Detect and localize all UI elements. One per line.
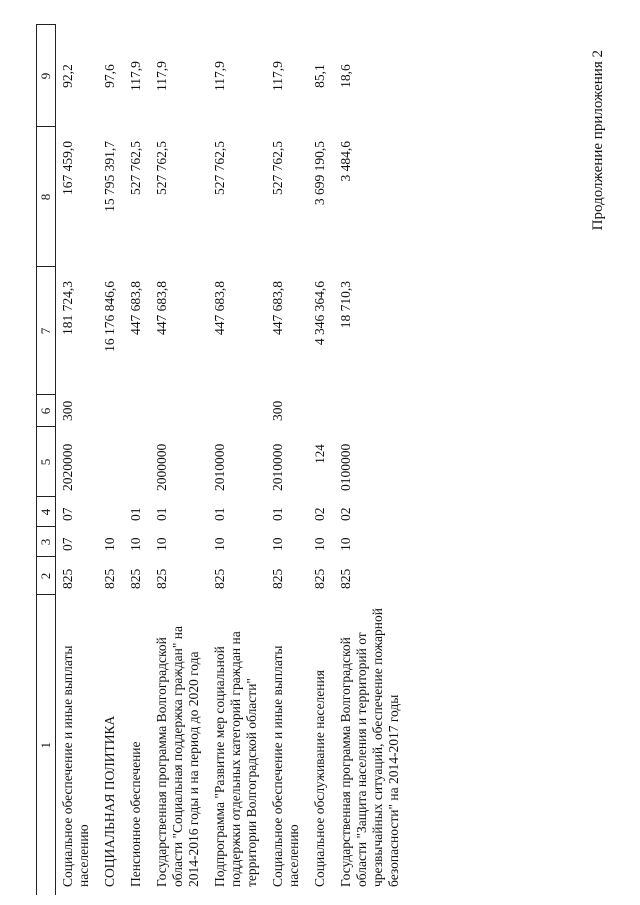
percent-cell: 117,9 — [212, 61, 227, 91]
column-header: 7 — [37, 267, 56, 395]
actual-amount: 167 459,0 — [60, 141, 75, 195]
row-name: СОЦИАЛЬНАЯ ПОЛИТИКА — [102, 715, 117, 887]
column-header: 9 — [37, 25, 56, 127]
code-cell: 02 — [338, 507, 353, 521]
plan-amount: 447 683,8 — [154, 281, 169, 335]
plan-amount: 447 683,8 — [128, 281, 143, 335]
column-header: 4 — [37, 497, 56, 527]
code-cell: 825 — [154, 568, 169, 589]
budget-table — [36, 25, 408, 896]
actual-amount: 527 762,5 — [270, 141, 285, 195]
column-header: 3 — [37, 527, 56, 557]
percent-cell: 117,9 — [128, 61, 143, 91]
row-name: Государственная программа Волгоградской области "Социальная поддержка граждан" на 2014-2016 годы и на период до 2020 года — [154, 626, 201, 887]
code-cell: 825 — [338, 568, 353, 589]
code-cell: 01 — [128, 507, 143, 521]
code-cell — [334, 395, 408, 427]
code-cell: 0100000 — [338, 443, 353, 491]
code-cell — [308, 395, 334, 427]
actual-amount: 527 762,5 — [154, 141, 169, 195]
code-cell: 2010000 — [270, 443, 285, 491]
row-name: Подпрограмма "Развитие мер социальной поддержки отдельных категорий граждан на территории Волгоградской области" — [212, 631, 259, 887]
code-cell: 825 — [270, 568, 285, 589]
code-cell: 825 — [60, 568, 75, 589]
appendix-note: Продолжение приложения 2 — [590, 50, 606, 231]
row-name: Государственная программа Волгоградской области "Защита населения и территорий от чрезвычайных ситуаций, обеспечение пожарной безопасности" на 2014-2017 годы — [338, 608, 401, 887]
code-cell: 825 — [312, 568, 327, 589]
code-cell: 825 — [102, 568, 117, 589]
column-header: 5 — [37, 427, 56, 497]
actual-amount: 527 762,5 — [212, 141, 227, 195]
table-row — [124, 25, 150, 895]
table-row — [334, 25, 408, 895]
code-cell: 2000000 — [154, 443, 169, 491]
code-cell: 01 — [212, 507, 227, 521]
code-cell — [98, 395, 124, 427]
page-number: 124 — [312, 444, 327, 464]
code-cell — [208, 395, 266, 427]
column-header: 1 — [37, 595, 56, 895]
row-name: Социальное обеспечение и иные выплаты населению — [60, 645, 91, 887]
code-cell: 01 — [154, 507, 169, 521]
plan-amount: 4 346 364,6 — [312, 281, 327, 346]
code-cell: 01 — [270, 507, 285, 521]
column-header: 8 — [37, 127, 56, 267]
table-row — [308, 25, 334, 895]
percent-cell: 117,9 — [270, 61, 285, 91]
code-cell — [124, 395, 150, 427]
code-cell: 02 — [312, 507, 327, 521]
code-cell — [308, 427, 334, 497]
code-cell: 825 — [212, 568, 227, 589]
plan-amount: 181 724,3 — [60, 281, 75, 335]
code-cell: 10 — [338, 537, 353, 551]
plan-amount: 447 683,8 — [270, 281, 285, 335]
actual-amount: 3 484,6 — [338, 141, 353, 182]
column-header: 6 — [37, 395, 56, 427]
table-row — [98, 25, 124, 895]
code-cell: 2010000 — [212, 443, 227, 491]
row-name: Социальное обеспечение и иные выплаты населению — [270, 645, 301, 887]
table-header-row — [37, 25, 56, 895]
code-cell: 825 — [128, 568, 143, 589]
code-cell: 07 — [60, 507, 75, 521]
code-cell: 10 — [102, 537, 117, 551]
code-cell: 2020000 — [60, 443, 75, 491]
table-row — [56, 25, 99, 895]
code-cell: 10 — [154, 537, 169, 551]
code-cell — [98, 497, 124, 527]
code-cell: 07 — [60, 537, 75, 551]
code-cell: 300 — [60, 400, 75, 421]
code-cell — [98, 427, 124, 497]
code-cell: 10 — [212, 537, 227, 551]
column-header: 2 — [37, 557, 56, 595]
percent-cell: 85,1 — [312, 64, 327, 88]
percent-cell: 97,6 — [102, 64, 117, 88]
percent-cell: 18,6 — [338, 64, 353, 88]
percent-cell: 117,9 — [154, 61, 169, 91]
actual-amount: 15 795 391,7 — [102, 141, 117, 212]
actual-amount: 527 762,5 — [128, 141, 143, 195]
plan-amount: 447 683,8 — [212, 281, 227, 335]
code-cell — [150, 395, 208, 427]
row-name: Пенсионное обеспечение — [128, 741, 143, 887]
actual-amount: 3 699 190,5 — [312, 141, 327, 206]
plan-amount: 16 176 846,6 — [102, 281, 117, 352]
code-cell: 10 — [312, 537, 327, 551]
row-name: Социальное обслуживание населения — [312, 670, 327, 887]
table-row — [150, 25, 208, 895]
plan-amount: 18 710,3 — [338, 281, 353, 329]
code-cell: 10 — [128, 537, 143, 551]
code-cell — [124, 427, 150, 497]
code-cell: 300 — [270, 400, 285, 421]
table-row — [266, 25, 308, 895]
percent-cell: 92,2 — [60, 64, 75, 88]
table-row — [208, 25, 266, 895]
code-cell: 10 — [270, 537, 285, 551]
